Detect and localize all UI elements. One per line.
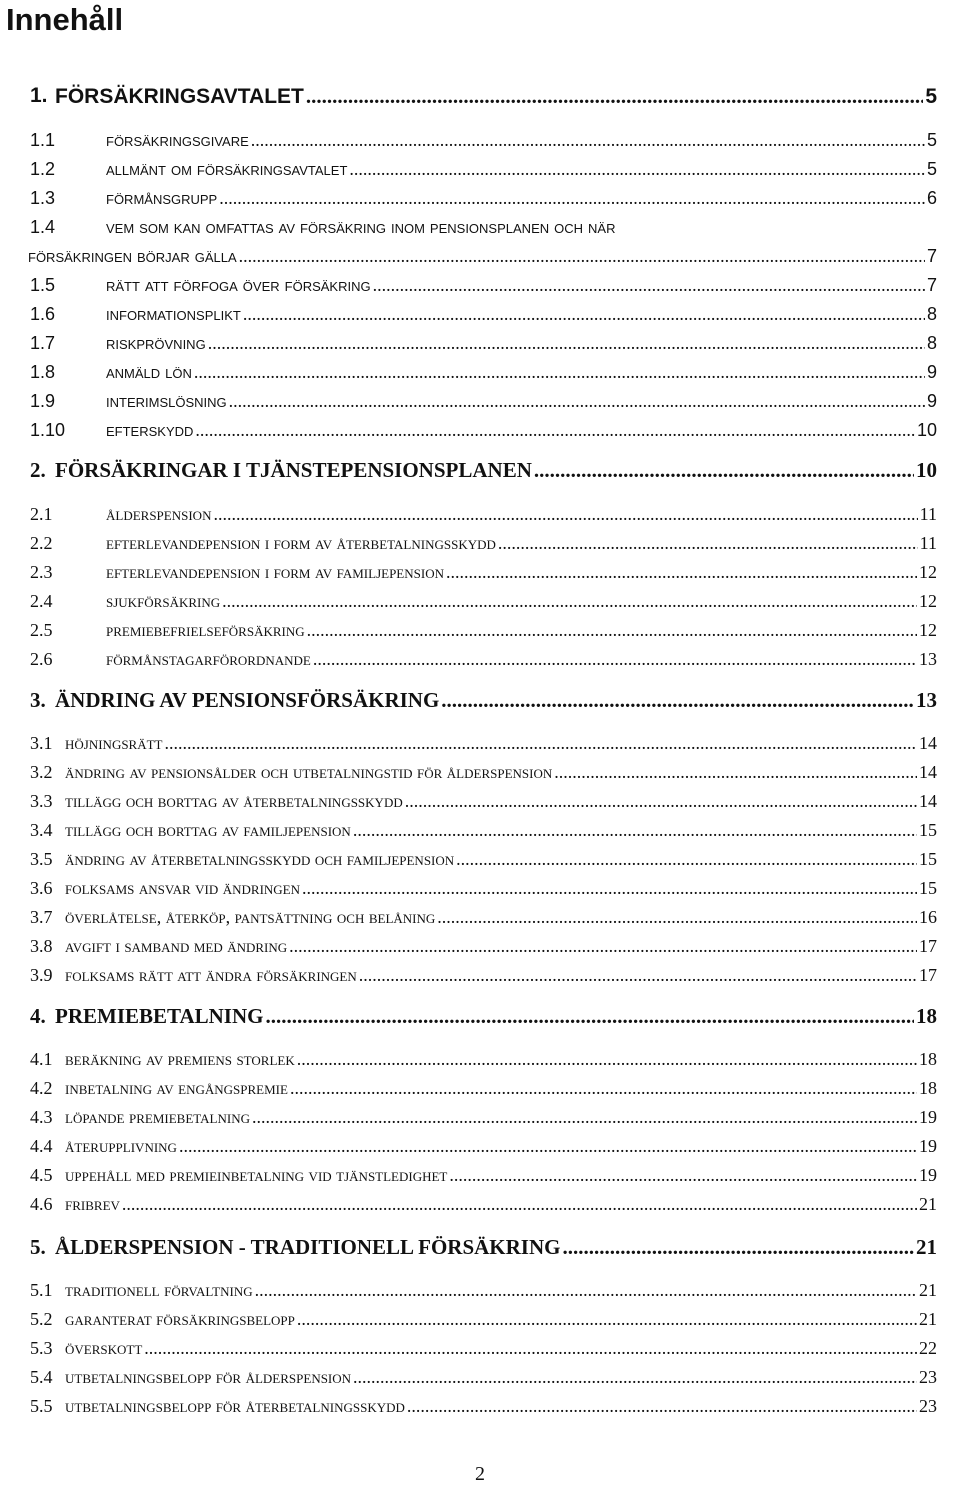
toc-leader-dots: [179, 1134, 917, 1158]
toc-leader-dots: [302, 876, 917, 900]
toc-entry[interactable]: [0, 531, 960, 555]
toc-leader-dots: [446, 560, 917, 584]
toc-entry-number: 2.2: [30, 533, 53, 553]
toc-entry-page: 22: [919, 1338, 937, 1358]
toc-entry-title: försäkringsgivare: [106, 130, 249, 150]
toc-entry-title: efterlevandepension i form av återbetalningsskydd: [106, 533, 496, 553]
toc-entry-page: 14: [919, 791, 937, 811]
toc-entry-number: 5.1: [30, 1280, 53, 1300]
toc-leader-dots: [208, 331, 925, 355]
toc-entry-title: försäkringen börjar gälla: [28, 246, 237, 266]
toc-leader-dots: [289, 934, 917, 958]
toc-entry-page: 13: [919, 649, 937, 669]
toc-leader-dots: [534, 458, 914, 482]
toc-entry-number: 2.4: [30, 591, 53, 611]
toc-entry-page: 5: [926, 130, 937, 150]
toc-entry-page: 12: [919, 562, 937, 582]
toc-entry[interactable]: [0, 1047, 960, 1071]
toc-entry-number: 1.10: [30, 420, 66, 440]
toc-entry-title: uppehåll med premieinbetalning vid tjänstledighet: [65, 1165, 448, 1185]
page-number: 2: [475, 1463, 485, 1485]
toc-entry[interactable]: [0, 1336, 960, 1360]
toc-entry-number: 4.1: [30, 1049, 53, 1069]
toc-leader-dots: [297, 1047, 917, 1071]
toc-leader-dots: [297, 1307, 917, 1331]
toc-entry[interactable]: [0, 302, 960, 326]
toc-entry-number: 4.2: [30, 1078, 53, 1098]
toc-entry[interactable]: [0, 1105, 960, 1129]
toc-leader-dots: [165, 731, 918, 755]
toc-entry-number: 2.3: [30, 562, 53, 582]
toc-entry[interactable]: [0, 560, 960, 584]
toc-entry-title: folksams ansvar vid ändringen: [65, 878, 301, 898]
toc-entry-page: 21: [919, 1194, 937, 1214]
toc-entry-number: 2.: [30, 458, 46, 482]
toc-leader-dots: [306, 84, 923, 108]
toc-entry-number: 1.7: [30, 333, 56, 353]
toc-entry-title: löpande premiebetalning: [65, 1107, 250, 1127]
toc-entry-title: folksams rätt att ändra försäkringen: [65, 965, 357, 985]
toc-heading: Innehåll: [6, 2, 124, 37]
toc-entry-title: förmånstagarförordnande: [106, 649, 311, 669]
toc-entry-page: 11: [919, 533, 937, 553]
toc-entry[interactable]: [0, 760, 960, 784]
toc-entry-title: traditionell förvaltning: [65, 1280, 253, 1300]
toc-entry[interactable]: [0, 1004, 960, 1028]
toc-entry[interactable]: [0, 847, 960, 871]
toc-leader-dots: [407, 1394, 917, 1418]
toc-leader-dots: [353, 818, 917, 842]
toc-entry-page: 10: [916, 458, 937, 482]
toc-entry-title: PREMIEBETALNING: [55, 1004, 264, 1028]
toc-entry-page: 15: [919, 878, 937, 898]
toc-entry-title: förmånsgrupp: [106, 188, 218, 208]
toc-entry-number: 1.5: [30, 275, 56, 295]
toc-leader-dots: [144, 1336, 917, 1360]
toc-leader-dots: [437, 905, 917, 929]
toc-entry-page: 9: [926, 391, 937, 411]
toc-leader-dots: [219, 186, 925, 210]
toc-entry-page: 17: [919, 965, 937, 985]
toc-entry-page: 8: [926, 304, 937, 324]
toc-entry-number: 4.: [30, 1004, 46, 1028]
toc-leader-dots: [243, 302, 925, 326]
toc-entry-number: 4.5: [30, 1165, 53, 1185]
toc-entry-number: 5.2: [30, 1309, 53, 1329]
toc-entry-number: 2.6: [30, 649, 53, 669]
toc-leader-dots: [562, 1235, 914, 1259]
toc-entry-number: 5.3: [30, 1338, 53, 1358]
toc-entry[interactable]: [0, 818, 960, 842]
toc-entry-title: ÅLDERSPENSION - TRADITIONELL FÖRSÄKRING: [55, 1235, 561, 1259]
toc-leader-dots: [353, 1365, 917, 1389]
toc-entry-title: ändring av återbetalningsskydd och familjepension: [65, 849, 455, 869]
toc-entry[interactable]: [0, 157, 960, 181]
toc-leader-dots: [359, 963, 917, 987]
toc-entry-number: 5.: [30, 1235, 46, 1259]
toc-entry-page: 12: [919, 591, 937, 611]
toc-entry-title: tillägg och borttag av familjepension: [65, 820, 351, 840]
toc-entry-number: 5.4: [30, 1367, 53, 1387]
toc-entry-title: vem som kan omfattas av försäkring inom pensionsplanen och när: [106, 217, 616, 237]
toc-entry-page: 21: [916, 1235, 937, 1259]
toc-entry-number: 1.3: [30, 188, 56, 208]
toc-leader-dots: [441, 688, 914, 712]
toc-entry[interactable]: [0, 618, 960, 642]
toc-entry[interactable]: [0, 688, 960, 712]
toc-entry-page: 8: [926, 333, 937, 353]
toc-entry-number: 4.3: [30, 1107, 53, 1127]
toc-entry-number: 3.9: [30, 965, 53, 985]
toc-entry-title: sjukförsäkring: [106, 591, 221, 611]
toc-entry-title: höjningsrätt: [65, 733, 163, 753]
toc-entry[interactable]: [0, 389, 960, 413]
toc-entry-number: 3.8: [30, 936, 53, 956]
toc-entry-number: 3.7: [30, 907, 53, 927]
toc-entry[interactable]: [0, 360, 960, 384]
toc-entry-title: FÖRSÄKRINGSAVTALET: [55, 85, 304, 108]
toc-leader-dots: [239, 244, 925, 268]
toc-entry[interactable]: [0, 1307, 960, 1331]
toc-leader-dots: [194, 360, 925, 384]
toc-entry-page: 18: [919, 1078, 937, 1098]
toc-entry-number: 3.: [30, 688, 46, 712]
toc-entry-page: 23: [919, 1396, 937, 1416]
toc-entry-title: överlåtelse, återköp, pantsättning och belåning: [65, 907, 436, 927]
toc-entry-title: tillägg och borttag av återbetalningsskydd: [65, 791, 403, 811]
toc-leader-dots: [290, 1076, 917, 1100]
toc-entry[interactable]: [0, 905, 960, 929]
toc-entry-title: riskprövning: [106, 333, 206, 353]
toc-entry-page: 7: [926, 246, 937, 266]
toc-entry-page: 16: [919, 907, 937, 927]
toc-entry-title: ÄNDRING AV PENSIONSFÖRSÄKRING: [55, 688, 440, 712]
toc-entry-number: 2.5: [30, 620, 53, 640]
toc-entry-title: allmänt om försäkringsavtalet: [106, 159, 348, 179]
toc-entry-title: interimslösning: [106, 391, 227, 411]
toc-entry[interactable]: [0, 647, 960, 671]
toc-entry[interactable]: [0, 789, 960, 813]
toc-entry-number: 3.5: [30, 849, 53, 869]
toc-entry-number: 2.1: [30, 504, 53, 524]
toc-leader-dots: [456, 847, 917, 871]
toc-leader-dots: [252, 1105, 917, 1129]
toc-entry-title: ålderspension: [106, 504, 212, 524]
toc-entry[interactable]: [0, 876, 960, 900]
toc-leader-dots: [229, 389, 925, 413]
toc-entry-title: FÖRSÄKRINGAR I TJÄNSTEPENSIONSPLANEN: [55, 458, 532, 482]
toc-leader-dots: [122, 1192, 917, 1216]
toc-entry-title: ändring av pensionsålder och utbetalningstid för ålderspension: [65, 762, 553, 782]
toc-entry-page: 10: [916, 420, 937, 440]
toc-entry-page: 21: [919, 1280, 937, 1300]
toc-entry-title: garanterat försäkringsbelopp: [65, 1309, 295, 1329]
toc-entry-page: 18: [919, 1049, 937, 1069]
toc-entry[interactable]: [0, 418, 960, 442]
toc-entry-title: premiebefrielseförsäkring: [106, 620, 305, 640]
toc-entry[interactable]: [0, 1192, 960, 1216]
toc-entry-page: 14: [919, 762, 937, 782]
toc-entry-title: inbetalning av engångspremie: [65, 1078, 288, 1098]
toc-leader-dots: [498, 531, 918, 555]
toc-entry-number: 1.6: [30, 304, 56, 324]
toc-entry-page: 9: [926, 362, 937, 382]
toc-entry-page: 19: [919, 1165, 937, 1185]
toc-entry[interactable]: [0, 731, 960, 755]
toc-entry[interactable]: [0, 215, 960, 239]
toc-entry[interactable]: [0, 1235, 960, 1259]
toc-entry-page: 5: [926, 159, 937, 179]
toc-leader-dots: [449, 1163, 917, 1187]
toc-leader-dots: [265, 1004, 914, 1028]
toc-entry[interactable]: [0, 1394, 960, 1418]
toc-entry-number: 3.6: [30, 878, 53, 898]
toc-entry-title: anmäld lön: [106, 362, 192, 382]
toc-entry[interactable]: [0, 128, 960, 152]
toc-entry[interactable]: [0, 1076, 960, 1100]
toc-entry-page: 11: [919, 504, 937, 524]
toc-entry-page: 21: [919, 1309, 937, 1329]
toc-leader-dots: [213, 502, 917, 526]
toc-entry[interactable]: [0, 502, 960, 526]
toc-entry-number: 3.2: [30, 762, 53, 782]
toc-entry[interactable]: [0, 1278, 960, 1302]
toc-entry-title: återupplivning: [65, 1136, 177, 1156]
toc-leader-dots: [222, 589, 917, 613]
toc-entry-title: rätt att förfoga över försäkring: [106, 275, 371, 295]
toc-entry[interactable]: [0, 1134, 960, 1158]
toc-entry-title: utbetalningsbelopp för ålderspension: [65, 1367, 352, 1387]
toc-entry-page: 23: [919, 1367, 937, 1387]
toc-leader-dots: [554, 760, 917, 784]
toc-entry[interactable]: [0, 458, 960, 482]
toc-leader-dots: [195, 418, 915, 442]
toc-entry-page: 14: [919, 733, 937, 753]
toc-entry[interactable]: [0, 244, 960, 268]
toc-entry-page: 18: [916, 1004, 937, 1028]
toc-entry[interactable]: [0, 84, 960, 108]
toc-entry-title: efterskydd: [106, 420, 194, 440]
toc-leader-dots: [373, 273, 925, 297]
toc-entry[interactable]: [0, 589, 960, 613]
toc-entry-number: 1.4: [30, 217, 56, 237]
toc-entry[interactable]: [0, 186, 960, 210]
toc-entry-number: 1.9: [30, 391, 56, 411]
toc-leader-dots: [313, 647, 917, 671]
toc-leader-dots: [349, 157, 925, 181]
toc-entry-page: 15: [919, 849, 937, 869]
toc-entry-number: 3.1: [30, 733, 53, 753]
toc-entry-title: fribrev: [65, 1194, 120, 1214]
toc-leader-dots: [307, 618, 917, 642]
toc-entry-page: 19: [919, 1107, 937, 1127]
toc-entry[interactable]: [0, 331, 960, 355]
toc-entry-title: överskott: [65, 1338, 143, 1358]
toc-entry-number: 1.: [30, 84, 48, 107]
toc-entry-page: 5: [925, 85, 937, 108]
toc-entry-page: 19: [919, 1136, 937, 1156]
toc-leader-dots: [251, 128, 925, 152]
toc-entry-title: informationsplikt: [106, 304, 241, 324]
toc-entry-page: 6: [926, 188, 937, 208]
toc-entry-number: 5.5: [30, 1396, 53, 1416]
toc-entry-number: 1.8: [30, 362, 56, 382]
toc-entry[interactable]: [0, 1163, 960, 1187]
toc-entry-title: utbetalningsbelopp för återbetalningsskydd: [65, 1396, 405, 1416]
toc-entry[interactable]: [0, 934, 960, 958]
toc-entry-page: 17: [919, 936, 937, 956]
toc-entry-title: avgift i samband med ändring: [65, 936, 288, 956]
toc-entry-number: 4.6: [30, 1194, 53, 1214]
toc-entry-page: 12: [919, 620, 937, 640]
toc-entry-page: 15: [919, 820, 937, 840]
toc-entry[interactable]: [0, 273, 960, 297]
toc-entry-number: 4.4: [30, 1136, 53, 1156]
toc-entry-number: 1.2: [30, 159, 56, 179]
toc-entry[interactable]: [0, 1365, 960, 1389]
toc-entry-number: 3.4: [30, 820, 53, 840]
toc-entry-number: 1.1: [30, 130, 56, 150]
toc-leader-dots: [255, 1278, 917, 1302]
toc-entry[interactable]: [0, 963, 960, 987]
toc-entry-page: 7: [926, 275, 937, 295]
toc-entry-page: 13: [916, 688, 937, 712]
toc-leader-dots: [405, 789, 917, 813]
toc-entry-number: 3.3: [30, 791, 53, 811]
toc-entry-title: beräkning av premiens storlek: [65, 1049, 295, 1069]
toc-entry-title: efterlevandepension i form av familjepension: [106, 562, 444, 582]
